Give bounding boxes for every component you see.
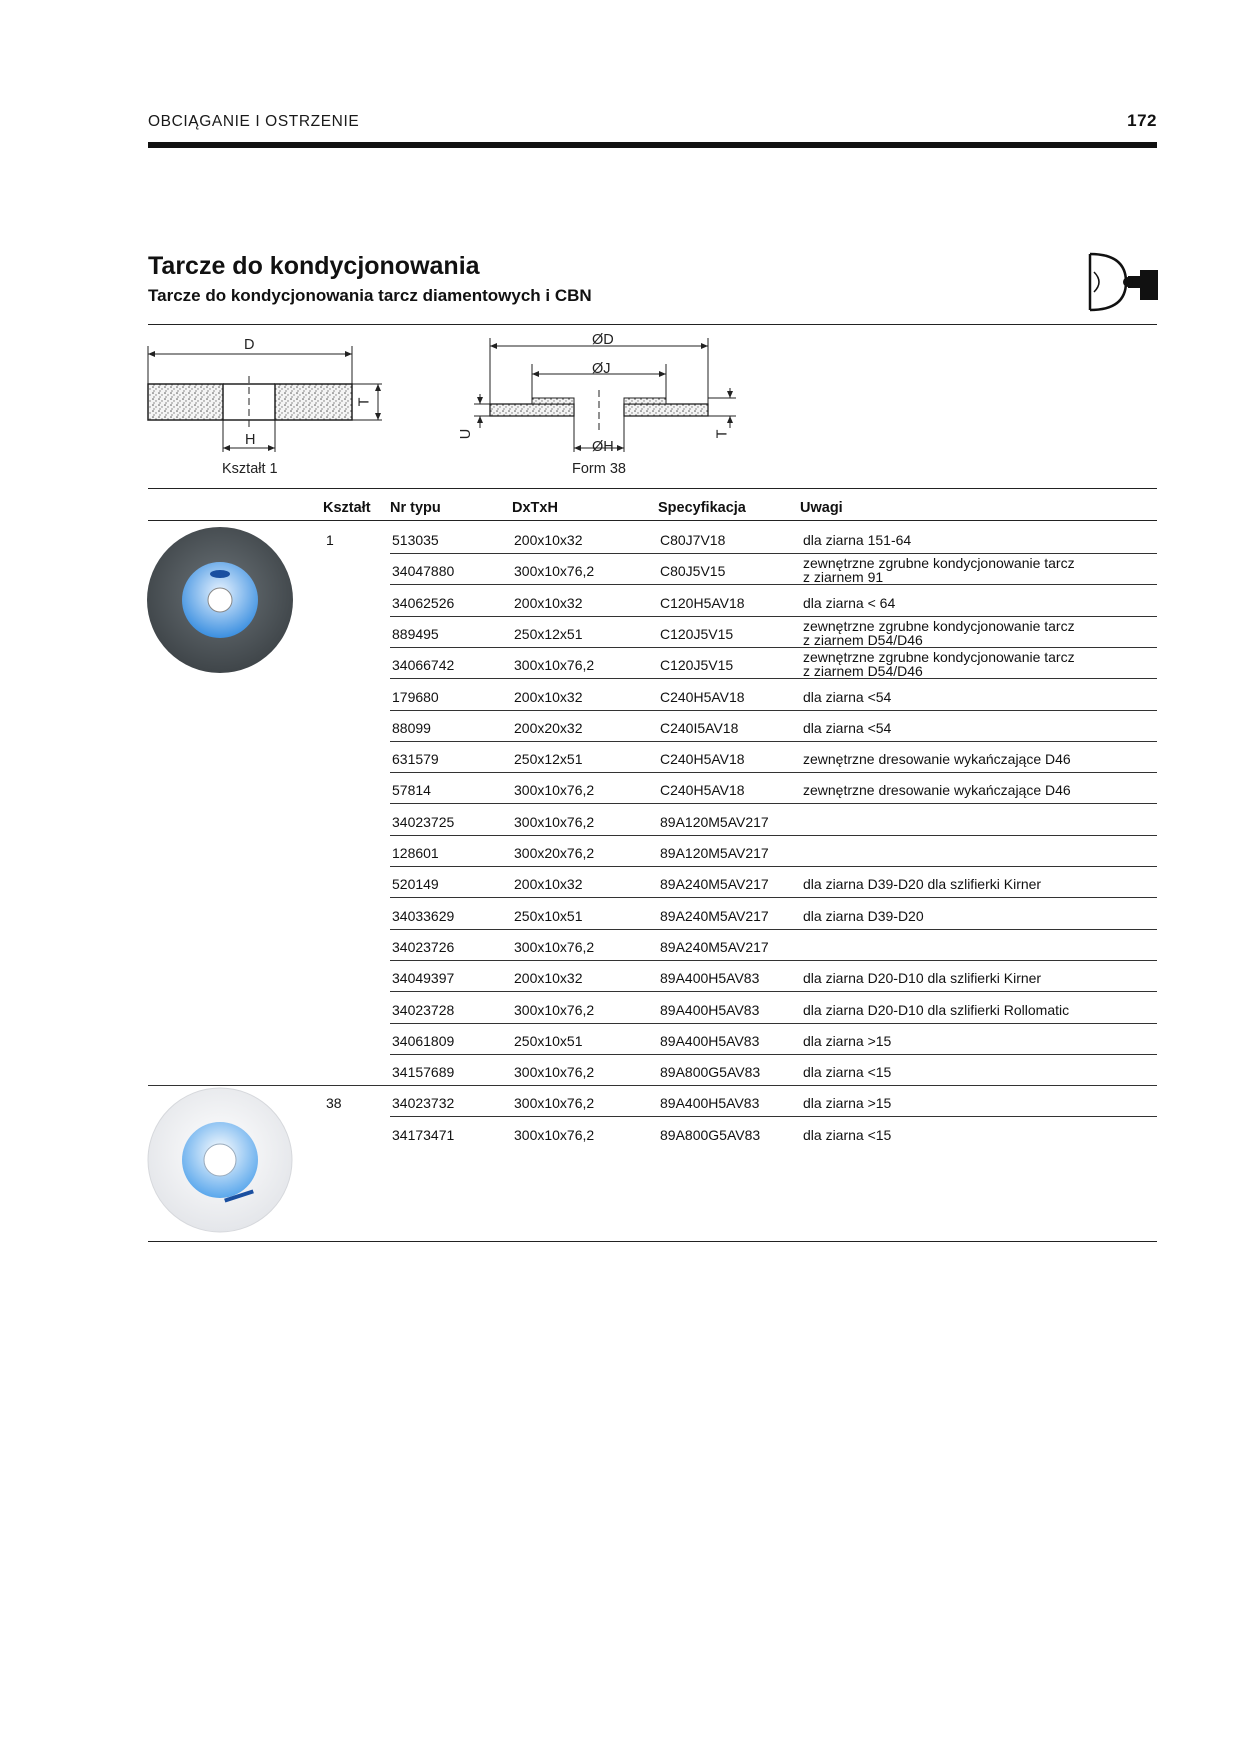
shape-cell: 1 [326, 532, 334, 548]
notes-cell [803, 908, 924, 924]
notes-cell [803, 1064, 891, 1080]
notes-cell [803, 782, 1071, 798]
notes-line: dla ziarna <15 [803, 1064, 892, 1081]
spec-cell: C240H5AV18 [660, 751, 745, 768]
form38-drawing [460, 332, 750, 452]
spec-cell: 89A800G5AV83 [660, 1064, 761, 1081]
dims-cell: 200x10x32 [514, 876, 583, 893]
spec-cell: 89A240M5AV217 [660, 907, 769, 924]
notes-line: dla ziarna >15 [803, 1095, 892, 1112]
notes-line: dla ziarna <54 [803, 719, 892, 736]
table-row [0, 617, 1240, 648]
spec-cell: 89A400H5AV83 [660, 970, 760, 987]
type-no-cell: 34023728 [392, 1001, 455, 1018]
dims-cell: 200x10x32 [514, 594, 583, 611]
type-no-cell: 179680 [392, 688, 439, 705]
table-row [0, 867, 1240, 898]
type-no-cell: 34049397 [392, 970, 455, 987]
type-no-cell: 34023726 [392, 938, 455, 955]
spec-cell: 89A800G5AV83 [660, 1126, 761, 1143]
table-row [0, 1055, 1240, 1086]
col-header-type-no: Nr typu [390, 500, 441, 516]
form38-label-u: U [458, 428, 475, 440]
notes-cell [803, 876, 1041, 892]
notes-line: dla ziarna D39-D20 [803, 907, 924, 924]
shape1-label-h: H [245, 432, 256, 448]
shape-cell: 38 [326, 1095, 342, 1112]
notes-cell [803, 1002, 1069, 1018]
dims-cell: 300x10x76,2 [514, 563, 595, 580]
form38-label-d: ØD [592, 332, 614, 348]
dims-cell: 300x10x76,2 [514, 1095, 595, 1112]
dims-cell: 300x10x76,2 [514, 813, 595, 830]
notes-line: z ziarnem D54/D46 [803, 663, 923, 680]
dims-cell: 200x20x32 [514, 719, 583, 736]
spec-cell: 89A120M5AV217 [660, 845, 769, 861]
table-row [0, 930, 1240, 961]
type-no-cell: 128601 [392, 845, 439, 861]
dressing-tool-icon [1088, 250, 1160, 314]
form38-label-j: ØJ [592, 361, 611, 377]
col-header-notes: Uwagi [800, 500, 843, 516]
dims-cell: 300x10x76,2 [514, 938, 595, 955]
dims-cell: 250x10x51 [514, 907, 583, 924]
table-row [0, 648, 1240, 679]
spec-cell: 89A400H5AV83 [660, 1032, 760, 1049]
notes-cell [803, 689, 891, 705]
table-row [0, 899, 1240, 930]
notes-cell [803, 1127, 891, 1143]
form38-label-t: T [714, 429, 731, 439]
notes-cell [803, 532, 911, 548]
notes-cell [803, 720, 891, 736]
dims-cell: 300x10x76,2 [514, 1064, 595, 1081]
title-rule [148, 324, 1157, 325]
notes-cell [803, 556, 1103, 584]
section-title: OBCIĄGANIE I OSTRZENIE [148, 113, 360, 130]
spec-cell: 89A240M5AV217 [660, 938, 769, 955]
type-no-cell: 889495 [392, 625, 439, 642]
notes-line: dla ziarna <54 [803, 688, 892, 705]
table-row [0, 1024, 1240, 1055]
notes-line: zewnętrzne zgrubne kondycjonowanie tarcz [803, 649, 1075, 666]
header-rule [148, 142, 1157, 148]
type-no-cell: 34047880 [392, 563, 455, 580]
notes-cell [803, 650, 1103, 678]
type-no-cell: 34062526 [392, 594, 455, 611]
shape1-label-d: D [244, 337, 255, 353]
type-no-cell: 513035 [392, 532, 439, 548]
spec-cell: 89A240M5AV217 [660, 876, 769, 893]
type-no-cell: 34033629 [392, 907, 455, 924]
table-row [0, 805, 1240, 836]
form38-caption: Form 38 [572, 461, 626, 477]
notes-cell [803, 751, 1071, 767]
notes-cell [803, 1095, 891, 1111]
page-title: Tarcze do kondycjonowania [148, 252, 480, 280]
notes-line: zewnętrzne zgrubne kondycjonowanie tarcz [803, 555, 1075, 572]
notes-line: dla ziarna D39-D20 dla szlifierki Kirner [803, 876, 1042, 893]
type-no-cell: 34023732 [392, 1095, 455, 1112]
table-row [0, 1118, 1240, 1149]
spec-cell: C120J5V15 [660, 657, 734, 674]
table-row [0, 711, 1240, 742]
dims-cell: 200x10x32 [514, 970, 583, 987]
type-no-cell: 88099 [392, 719, 431, 736]
notes-cell [803, 619, 1103, 647]
dims-cell: 250x10x51 [514, 1032, 583, 1049]
page-subtitle: Tarcze do kondycjonowania tarcz diamentowych i CBN [148, 286, 592, 305]
notes-line: dla ziarna <15 [803, 1126, 892, 1143]
spec-cell: C80J5V15 [660, 563, 726, 580]
notes-line: dla ziarna D20-D10 dla szlifierki Rollomatic [803, 1001, 1070, 1018]
notes-line: dla ziarna D20-D10 dla szlifierki Kirner [803, 970, 1042, 987]
form38-label-h: ØH [592, 439, 614, 455]
type-no-cell: 34157689 [392, 1064, 455, 1081]
page-number: 172 [1127, 111, 1157, 130]
spec-cell: C120J5V15 [660, 625, 734, 642]
table-row [0, 680, 1240, 711]
col-header-dims: DxTxH [512, 500, 558, 516]
notes-cell [803, 1033, 891, 1049]
table-row [0, 1086, 1240, 1117]
notes-line: zewnętrzne dresowanie wykańczające D46 [803, 782, 1071, 799]
shape1-drawing [140, 332, 400, 452]
dims-cell: 300x20x76,2 [514, 845, 595, 861]
type-no-cell: 34023725 [392, 813, 455, 830]
notes-cell [803, 595, 895, 611]
type-no-cell: 34061809 [392, 1032, 455, 1049]
dims-cell: 300x10x76,2 [514, 1001, 595, 1018]
notes-line: dla ziarna < 64 [803, 594, 896, 611]
dims-cell: 300x10x76,2 [514, 657, 595, 674]
dims-cell: 250x12x51 [514, 751, 583, 768]
table-row [0, 523, 1240, 554]
spec-cell: C80J7V18 [660, 532, 726, 548]
table-header-rule [148, 520, 1157, 521]
table-row [0, 586, 1240, 617]
notes-line: z ziarnem 91 [803, 569, 884, 586]
notes-line: zewnętrzne zgrubne kondycjonowanie tarcz [803, 617, 1075, 634]
notes-cell [803, 970, 1041, 986]
table-row [0, 961, 1240, 992]
spec-cell: C120H5AV18 [660, 594, 745, 611]
notes-line: dla ziarna >15 [803, 1032, 892, 1049]
notes-line: dla ziarna 151-64 [803, 532, 912, 548]
spec-cell: C240H5AV18 [660, 688, 745, 705]
col-header-spec: Specyfikacja [658, 500, 746, 516]
table-row [0, 993, 1240, 1024]
type-no-cell: 57814 [392, 782, 431, 799]
table-top-rule [148, 488, 1157, 489]
dims-cell: 250x12x51 [514, 625, 583, 642]
spec-cell: C240I5AV18 [660, 719, 739, 736]
notes-line: z ziarnem D54/D46 [803, 631, 923, 648]
type-no-cell: 34173471 [392, 1126, 455, 1143]
table-row [0, 773, 1240, 804]
type-no-cell: 520149 [392, 876, 439, 893]
table-bottom-rule [148, 1241, 1157, 1242]
table-row [0, 836, 1240, 867]
dims-cell: 300x10x76,2 [514, 782, 595, 799]
type-no-cell: 631579 [392, 751, 439, 768]
shape1-label-t: T [356, 397, 373, 407]
dims-cell: 200x10x32 [514, 532, 583, 548]
table-row [0, 554, 1240, 585]
type-no-cell: 34066742 [392, 657, 455, 674]
dims-cell: 200x10x32 [514, 688, 583, 705]
spec-cell: 89A400H5AV83 [660, 1001, 760, 1018]
spec-cell: 89A400H5AV83 [660, 1095, 760, 1112]
spec-cell: 89A120M5AV217 [660, 813, 769, 830]
shape1-caption: Kształt 1 [222, 461, 278, 477]
notes-line: zewnętrzne dresowanie wykańczające D46 [803, 751, 1071, 768]
spec-cell: C240H5AV18 [660, 782, 745, 799]
table-row [0, 742, 1240, 773]
col-header-shape: Kształt [323, 500, 371, 516]
dims-cell: 300x10x76,2 [514, 1126, 595, 1143]
